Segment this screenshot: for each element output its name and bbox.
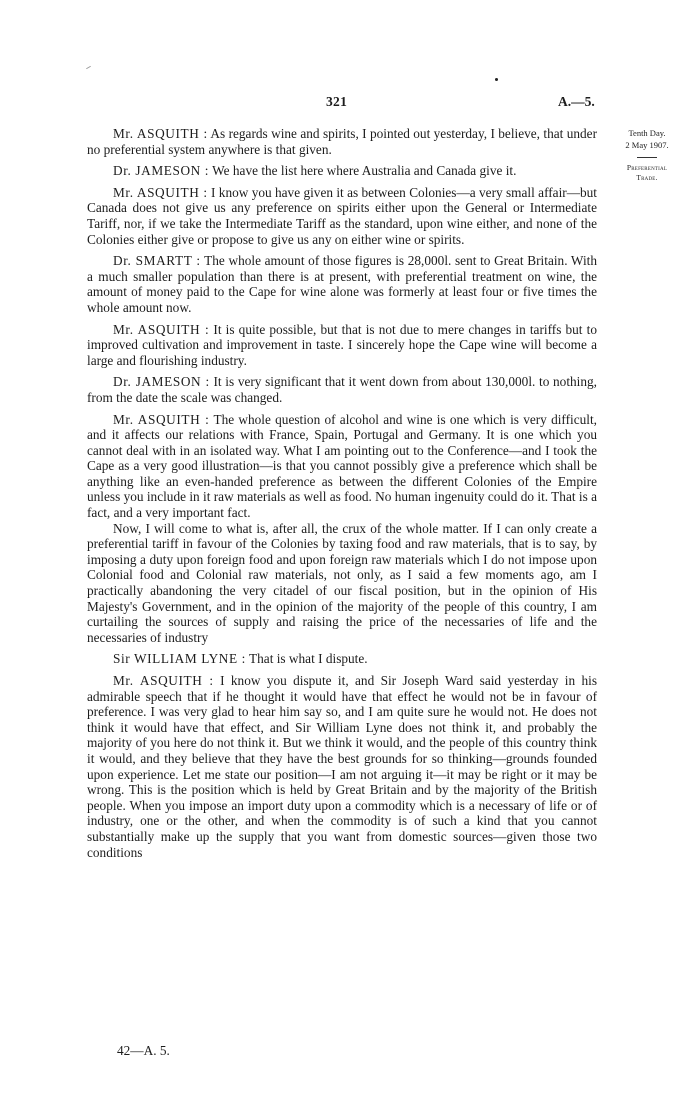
scan-artifact-mark (86, 66, 91, 69)
speech-text: That is what I dispute. (245, 651, 368, 667)
paragraph (87, 322, 597, 369)
margin-subject-note (600, 163, 694, 183)
speech-text: I know you dispute it, and Sir Joseph Ward said yesterday in his admirable speech that if he thought it would have that effect he would not be in favour of preference. I was very glad to hear him say so, and I am quite sure he would not. He does not think it would have that effect, and Sir William Lyne does not think it, and probably the majority of you here do not think it. But we think it would, and the people of this country think it would, and they believe that they have the best grounds for so thinking—grounds founded upon experience. Let me state our position—I am not arguing it—it may be right or it may be wrong. This is the position which is held by Great Britain and by the majority of the British people. When you impose an import duty upon a commodity which is a necessary of life or of industry, one or the other, and when the commodity is of such a kind that you cannot substantially make up the supply that you want from domestic sources—given those two conditions (87, 673, 598, 860)
speaker-name: Dr. JAMESON : (113, 374, 210, 390)
paragraph (87, 253, 597, 315)
speaker-name: Mr. ASQUITH : (113, 411, 210, 427)
margin-date-note (600, 127, 694, 151)
margin-date: 2 May 1907. (625, 140, 669, 150)
speech-text: The whole question of alcohol and wine is one which is very difficult, and it affects our relations with France, Spain, Portugal and Germany. It is one which you cannot deal with in an isolated way. What I am pointing out to the Conference—and I took the Cape as a very good illustration—is that you cannot possibly give a preference which shall be anything like an even-handed preference as between the different Colonies of the Empire unless you include in it raw materials as well as food. No human ingenuity could do it. That is a fact, and a very important fact. (87, 411, 597, 521)
speaker-name: Sir WILLIAM LYNE : (113, 651, 246, 667)
paragraph (87, 163, 597, 179)
speaker-name: Mr. ASQUITH : (113, 184, 208, 200)
document-reference: A.—5. (558, 94, 595, 109)
speech-text: It is very significant that it went down from about 130,000l. to nothing, from the date the scale was changed. (87, 374, 597, 405)
paragraph (87, 185, 597, 247)
speaker-name: Dr. SMARTT : (113, 253, 201, 269)
speaker-name: Mr. ASQUITH : (113, 673, 214, 688)
paragraph (87, 673, 597, 860)
speaker-name: Dr. JAMESON : (113, 163, 210, 179)
margin-subject-line2: Trade. (636, 173, 658, 182)
paragraph (87, 412, 597, 521)
speech-text: I know you have given it as between Colonies—a very small affair—but Canada does not give us any preference on spirits either upon the General or Intermediate Tariff, nor, if we take the Intermediate Tariff as the standard, upon wine either, and none of the Colonies either give or propose to give us any on either wine or spirits. (87, 184, 597, 247)
speech-text: As regards wine and spirits, I pointed out yesterday, I believe, that under no preferential system anywhere is that given. (87, 126, 597, 157)
speech-text: It is quite possible, but that is not due to mere changes in tariffs but to improved cultivation and improvement in taste. I sincerely hope the Cape wine will become a large and flourishing industry. (87, 321, 597, 368)
speech-text: The whole amount of those figures is 28,000l. sent to Great Britain. With a much smaller population than there is at present, with preferential treatment on wine, the amount of money paid to the Cape for wine alone was formerly at least four or five times the whole amount now. (87, 253, 597, 315)
paragraph (87, 651, 597, 667)
speech-text: We have the list here where Australia and Canada give it. (209, 163, 517, 179)
margin-day: Tenth Day. (628, 128, 666, 138)
speaker-name: Mr. ASQUITH : (113, 126, 208, 141)
paragraph (87, 126, 597, 157)
scan-artifact-dot (495, 78, 498, 81)
margin-divider (637, 157, 657, 158)
margin-subject-line1: Preferential (626, 163, 668, 172)
transcript-body (87, 126, 597, 866)
speech-text: Now, I will come to what is, after all, the crux of the whole matter. If I can only create a preferential tariff in favour of the Colonies by taxing food and raw materials, that is to say, by imposing a duty upon foreign food and upon foreign raw materials which I do not impose upon Colonial food and Colonial raw materials, not only, as I said a few moments ago, am I practically abandoning the very citadel of our fiscal position, but in the opinion of His Majesty's Government, and in the opinion of the majority of the people of this country, I am curtailing the sources of supply and raising the price of the necessaries of life and the necessaries of industry (87, 520, 597, 645)
speaker-name: Mr. ASQUITH : (113, 321, 210, 337)
paragraph-continuation (87, 521, 597, 646)
paragraph (87, 374, 597, 405)
page-number: 321 (326, 94, 348, 109)
printer-signature: 42—A. 5. (117, 1043, 170, 1058)
